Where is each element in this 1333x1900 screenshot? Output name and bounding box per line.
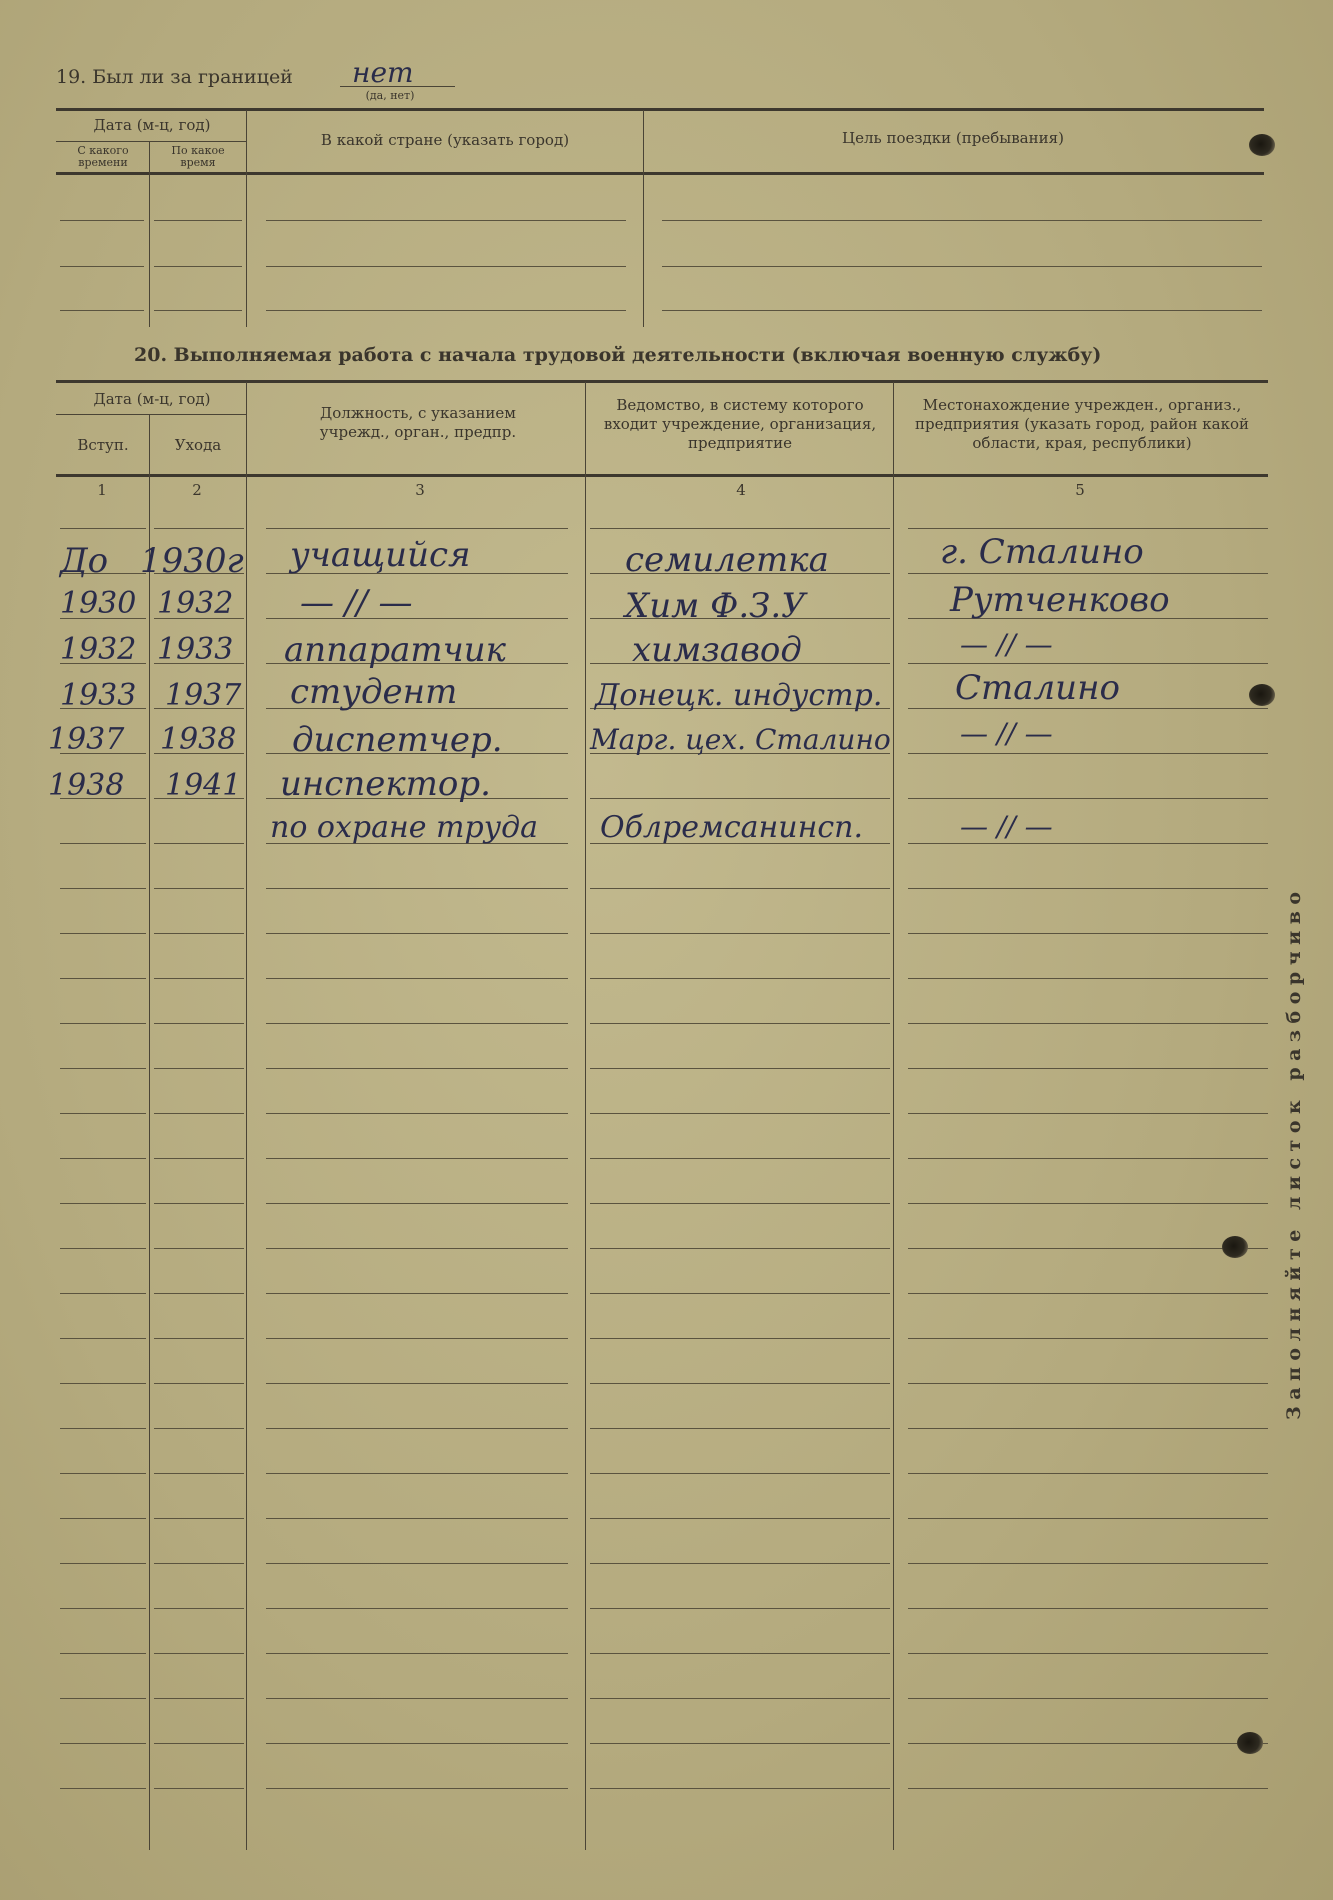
table19-row-line — [266, 310, 626, 311]
table20-row-line — [908, 933, 1268, 934]
table19-row-line — [662, 266, 1262, 267]
row-5-location: — // — — [960, 717, 1053, 750]
table20-row-line — [266, 888, 568, 889]
table20-date-header: Дата (м-ц, год) — [93, 390, 211, 408]
table20-row-line — [154, 1608, 244, 1609]
table20-row-line — [60, 1383, 146, 1384]
table20-row-line — [590, 798, 890, 799]
row-3-location: — // — — [960, 628, 1053, 661]
table20-row-line — [266, 1608, 568, 1609]
section19-answer: нет — [352, 56, 414, 89]
table20-row-line — [154, 1158, 244, 1159]
table20-row-line — [60, 978, 146, 979]
table20-row-line — [154, 1383, 244, 1384]
table20-row-line — [908, 708, 1268, 709]
table20-row-line — [154, 933, 244, 934]
table19-row-line — [154, 220, 242, 221]
row-3-exit: 1933 — [157, 632, 234, 667]
table20-row-line — [908, 1698, 1268, 1699]
table20-row-line — [60, 1428, 146, 1429]
table19-row-line — [60, 220, 144, 221]
table19-to-header: По какое время — [171, 144, 225, 169]
table20-row-line — [266, 1788, 568, 1789]
table20-row-line — [266, 1653, 568, 1654]
table20-row-line — [266, 1293, 568, 1294]
table20-row-line — [154, 1698, 244, 1699]
table20-row-line — [60, 1203, 146, 1204]
table20-row-line — [908, 1563, 1268, 1564]
punch-hole — [1237, 1732, 1263, 1754]
table20-row-line — [266, 1518, 568, 1519]
row-4-department: Донецк. индустр. — [595, 678, 883, 713]
table19-col-divider-2 — [246, 110, 247, 327]
table20-entry-header: Вступ. — [77, 436, 129, 454]
col-number-5: 5 — [1075, 481, 1085, 499]
table20-position-header: Должность, с указанием учрежд., орган., предпр. — [319, 404, 517, 441]
table20-row-line — [60, 1473, 146, 1474]
table19-row-line — [266, 220, 626, 221]
table20-row-line — [60, 1338, 146, 1339]
table20-row-line — [266, 528, 568, 529]
table19-header-bottom — [56, 172, 1264, 175]
table20-col-divider-4 — [893, 382, 894, 1850]
table20-row-line — [60, 1698, 146, 1699]
row-6-position: инспектор. — [280, 764, 491, 804]
row-5-entry: 1937 — [48, 722, 125, 757]
table20-row-line — [908, 1338, 1268, 1339]
table19-row-line — [60, 266, 144, 267]
table20-row-line — [908, 1428, 1268, 1429]
table20-row-line — [908, 1158, 1268, 1159]
table20-row-line — [590, 1608, 890, 1609]
table20-row-line — [908, 1023, 1268, 1024]
table20-row-line — [60, 1113, 146, 1114]
section19-label: 19. Был ли за границей — [56, 66, 293, 88]
table20-row-line — [60, 1788, 146, 1789]
table20-row-line — [590, 933, 890, 934]
table19-col-divider-3 — [643, 110, 644, 327]
table20-row-line — [154, 1338, 244, 1339]
table20-row-line — [908, 573, 1268, 574]
table19-top-border — [56, 108, 1264, 111]
table20-row-line — [590, 1428, 890, 1429]
table20-row-line — [908, 753, 1268, 754]
table20-row-line — [908, 663, 1268, 664]
table20-top-border — [56, 380, 1268, 383]
row-7-department: Облремсанинсп. — [600, 810, 864, 845]
table20-row-line — [60, 1158, 146, 1159]
table20-date-divider — [56, 414, 246, 415]
table20-row-line — [590, 1203, 890, 1204]
table20-row-line — [60, 1608, 146, 1609]
table20-row-line — [154, 888, 244, 889]
row-6-exit: 1941 — [165, 768, 242, 803]
table20-row-line — [60, 1068, 146, 1069]
table20-row-line — [908, 1608, 1268, 1609]
table20-row-line — [908, 1473, 1268, 1474]
table20-row-line — [60, 528, 146, 529]
table20-row-line — [154, 528, 244, 529]
table19-row-line — [154, 266, 242, 267]
table20-row-line — [154, 1743, 244, 1744]
table20-row-line — [60, 1518, 146, 1519]
section19-answer-line — [340, 86, 455, 87]
table20-row-line — [60, 1563, 146, 1564]
side-instruction: Заполняйте листок разборчиво — [1283, 885, 1305, 1420]
table19-date-divider — [56, 141, 246, 142]
table20-row-line — [590, 1743, 890, 1744]
col-number-3: 3 — [415, 481, 425, 499]
table20-row-line — [590, 1653, 890, 1654]
table20-row-line — [60, 1653, 146, 1654]
row-2-department: Хим Ф.З.У — [625, 586, 806, 626]
table20-row-line — [908, 1248, 1268, 1249]
table20-row-line — [154, 1293, 244, 1294]
row-4-position: студент — [290, 672, 458, 712]
table20-row-line — [590, 1293, 890, 1294]
row-1-location: г. Сталино — [940, 532, 1144, 572]
section19-hint: (да, нет) — [365, 89, 415, 102]
table19-row-line — [662, 310, 1262, 311]
row-1-entry: До — [60, 541, 109, 581]
table20-row-line — [266, 1023, 568, 1024]
table20-row-line — [154, 978, 244, 979]
table20-row-line — [154, 1563, 244, 1564]
col-number-1: 1 — [97, 481, 107, 499]
table20-row-line — [266, 933, 568, 934]
table20-row-line — [60, 1023, 146, 1024]
table19-row-line — [662, 220, 1262, 221]
table20-row-line — [60, 1293, 146, 1294]
row-1-exit: 1930г — [140, 541, 244, 581]
row-7-position: по охране труда — [270, 810, 538, 845]
table20-row-line — [590, 1698, 890, 1699]
table20-location-header: Местонахождение учрежден., организ., предприятия (указать город, район какой области, края, республики) — [914, 396, 1249, 452]
table19-row-line — [60, 310, 144, 311]
table20-col-divider-2 — [246, 382, 247, 1850]
col-number-4: 4 — [736, 481, 746, 499]
row-2-exit: 1932 — [157, 586, 234, 621]
table20-row-line — [154, 1203, 244, 1204]
table19-col-divider-1 — [149, 141, 150, 327]
table20-row-line — [60, 1248, 146, 1249]
table20-department-header: Ведомство, в систему которого входит учреждение, организация, предприятие — [603, 396, 877, 452]
row-2-location: Рутченково — [950, 580, 1170, 620]
row-5-department: Марг. цех. Сталино — [590, 723, 891, 756]
table20-row-line — [590, 1383, 890, 1384]
row-2-entry: 1930 — [60, 586, 137, 621]
table20-row-line — [60, 1743, 146, 1744]
table19-row-line — [154, 310, 242, 311]
row-3-position: аппаратчик — [284, 630, 506, 670]
row-3-department: химзавод — [632, 630, 802, 670]
table20-row-line — [908, 1653, 1268, 1654]
row-1-department: семилетка — [625, 540, 829, 580]
table19-date-header: Дата (м-ц, год) — [93, 116, 211, 134]
table19-row-line — [266, 266, 626, 267]
table20-row-line — [266, 1338, 568, 1339]
table20-row-line — [154, 1518, 244, 1519]
table20-row-line — [590, 1068, 890, 1069]
row-4-exit: 1937 — [165, 678, 242, 713]
table20-row-line — [266, 1743, 568, 1744]
table19-purpose-header: Цель поездки (пребывания) — [842, 129, 1064, 147]
table20-row-line — [590, 1788, 890, 1789]
table20-row-line — [266, 1068, 568, 1069]
table20-row-line — [266, 1113, 568, 1114]
punch-hole — [1222, 1236, 1248, 1258]
section20-title: 20. Выполняемая работа с начала трудовой деятельности (включая военную службу) — [134, 344, 1102, 366]
table20-row-line — [908, 888, 1268, 889]
table20-row-line — [590, 528, 890, 529]
table20-row-line — [908, 1743, 1268, 1744]
table20-row-line — [590, 1248, 890, 1249]
table20-header-bottom — [56, 474, 1268, 477]
table20-row-line — [908, 1518, 1268, 1519]
table20-row-line — [60, 888, 146, 889]
table20-col-divider-3 — [585, 382, 586, 1850]
table20-row-line — [908, 1383, 1268, 1384]
table20-row-line — [590, 1338, 890, 1339]
table20-row-line — [266, 1563, 568, 1564]
table20-row-line — [266, 1158, 568, 1159]
table20-row-line — [908, 798, 1268, 799]
table20-row-line — [908, 528, 1268, 529]
table20-row-line — [154, 1428, 244, 1429]
table20-row-line — [154, 1068, 244, 1069]
table20-col-divider-1 — [149, 414, 150, 1850]
table19-country-header: В какой стране (указать город) — [320, 131, 570, 149]
table20-row-line — [60, 843, 146, 844]
table20-row-line — [266, 1698, 568, 1699]
row-7-location: — // — — [960, 810, 1053, 843]
table20-row-line — [590, 1518, 890, 1519]
table20-row-line — [908, 1788, 1268, 1789]
row-4-location: Сталино — [955, 668, 1120, 708]
table20-row-line — [590, 1113, 890, 1114]
row-3-entry: 1932 — [60, 632, 137, 667]
table20-row-line — [154, 1473, 244, 1474]
table20-row-line — [154, 1113, 244, 1114]
table20-row-line — [590, 1473, 890, 1474]
table20-row-line — [266, 1248, 568, 1249]
table20-row-line — [154, 1653, 244, 1654]
table20-exit-header: Ухода — [174, 436, 222, 454]
row-5-position: диспетчер. — [292, 720, 503, 760]
col-number-2: 2 — [192, 481, 202, 499]
table20-row-line — [154, 1248, 244, 1249]
table20-row-line — [154, 843, 244, 844]
table20-row-line — [590, 1563, 890, 1564]
table20-row-line — [266, 1383, 568, 1384]
table20-row-line — [60, 933, 146, 934]
table20-row-line — [154, 1023, 244, 1024]
table20-row-line — [908, 1293, 1268, 1294]
row-6-entry: 1938 — [48, 768, 125, 803]
table20-row-line — [908, 1113, 1268, 1114]
table20-row-line — [908, 1203, 1268, 1204]
table20-row-line — [590, 978, 890, 979]
table20-row-line — [908, 1068, 1268, 1069]
table20-row-line — [590, 1158, 890, 1159]
table20-row-line — [908, 843, 1268, 844]
row-5-exit: 1938 — [160, 722, 237, 757]
table20-row-line — [590, 888, 890, 889]
row-1-position: учащийся — [290, 535, 471, 575]
row-2-position: — // — — [300, 583, 413, 623]
punch-hole — [1249, 134, 1275, 156]
table19-from-header: С какого времени — [77, 144, 129, 169]
table20-row-line — [908, 978, 1268, 979]
table20-row-line — [590, 1023, 890, 1024]
table20-row-line — [266, 1203, 568, 1204]
table20-row-line — [266, 1473, 568, 1474]
row-4-entry: 1933 — [60, 678, 137, 713]
punch-hole — [1249, 684, 1275, 706]
table20-row-line — [266, 1428, 568, 1429]
table20-row-line — [266, 978, 568, 979]
table20-row-line — [154, 1788, 244, 1789]
